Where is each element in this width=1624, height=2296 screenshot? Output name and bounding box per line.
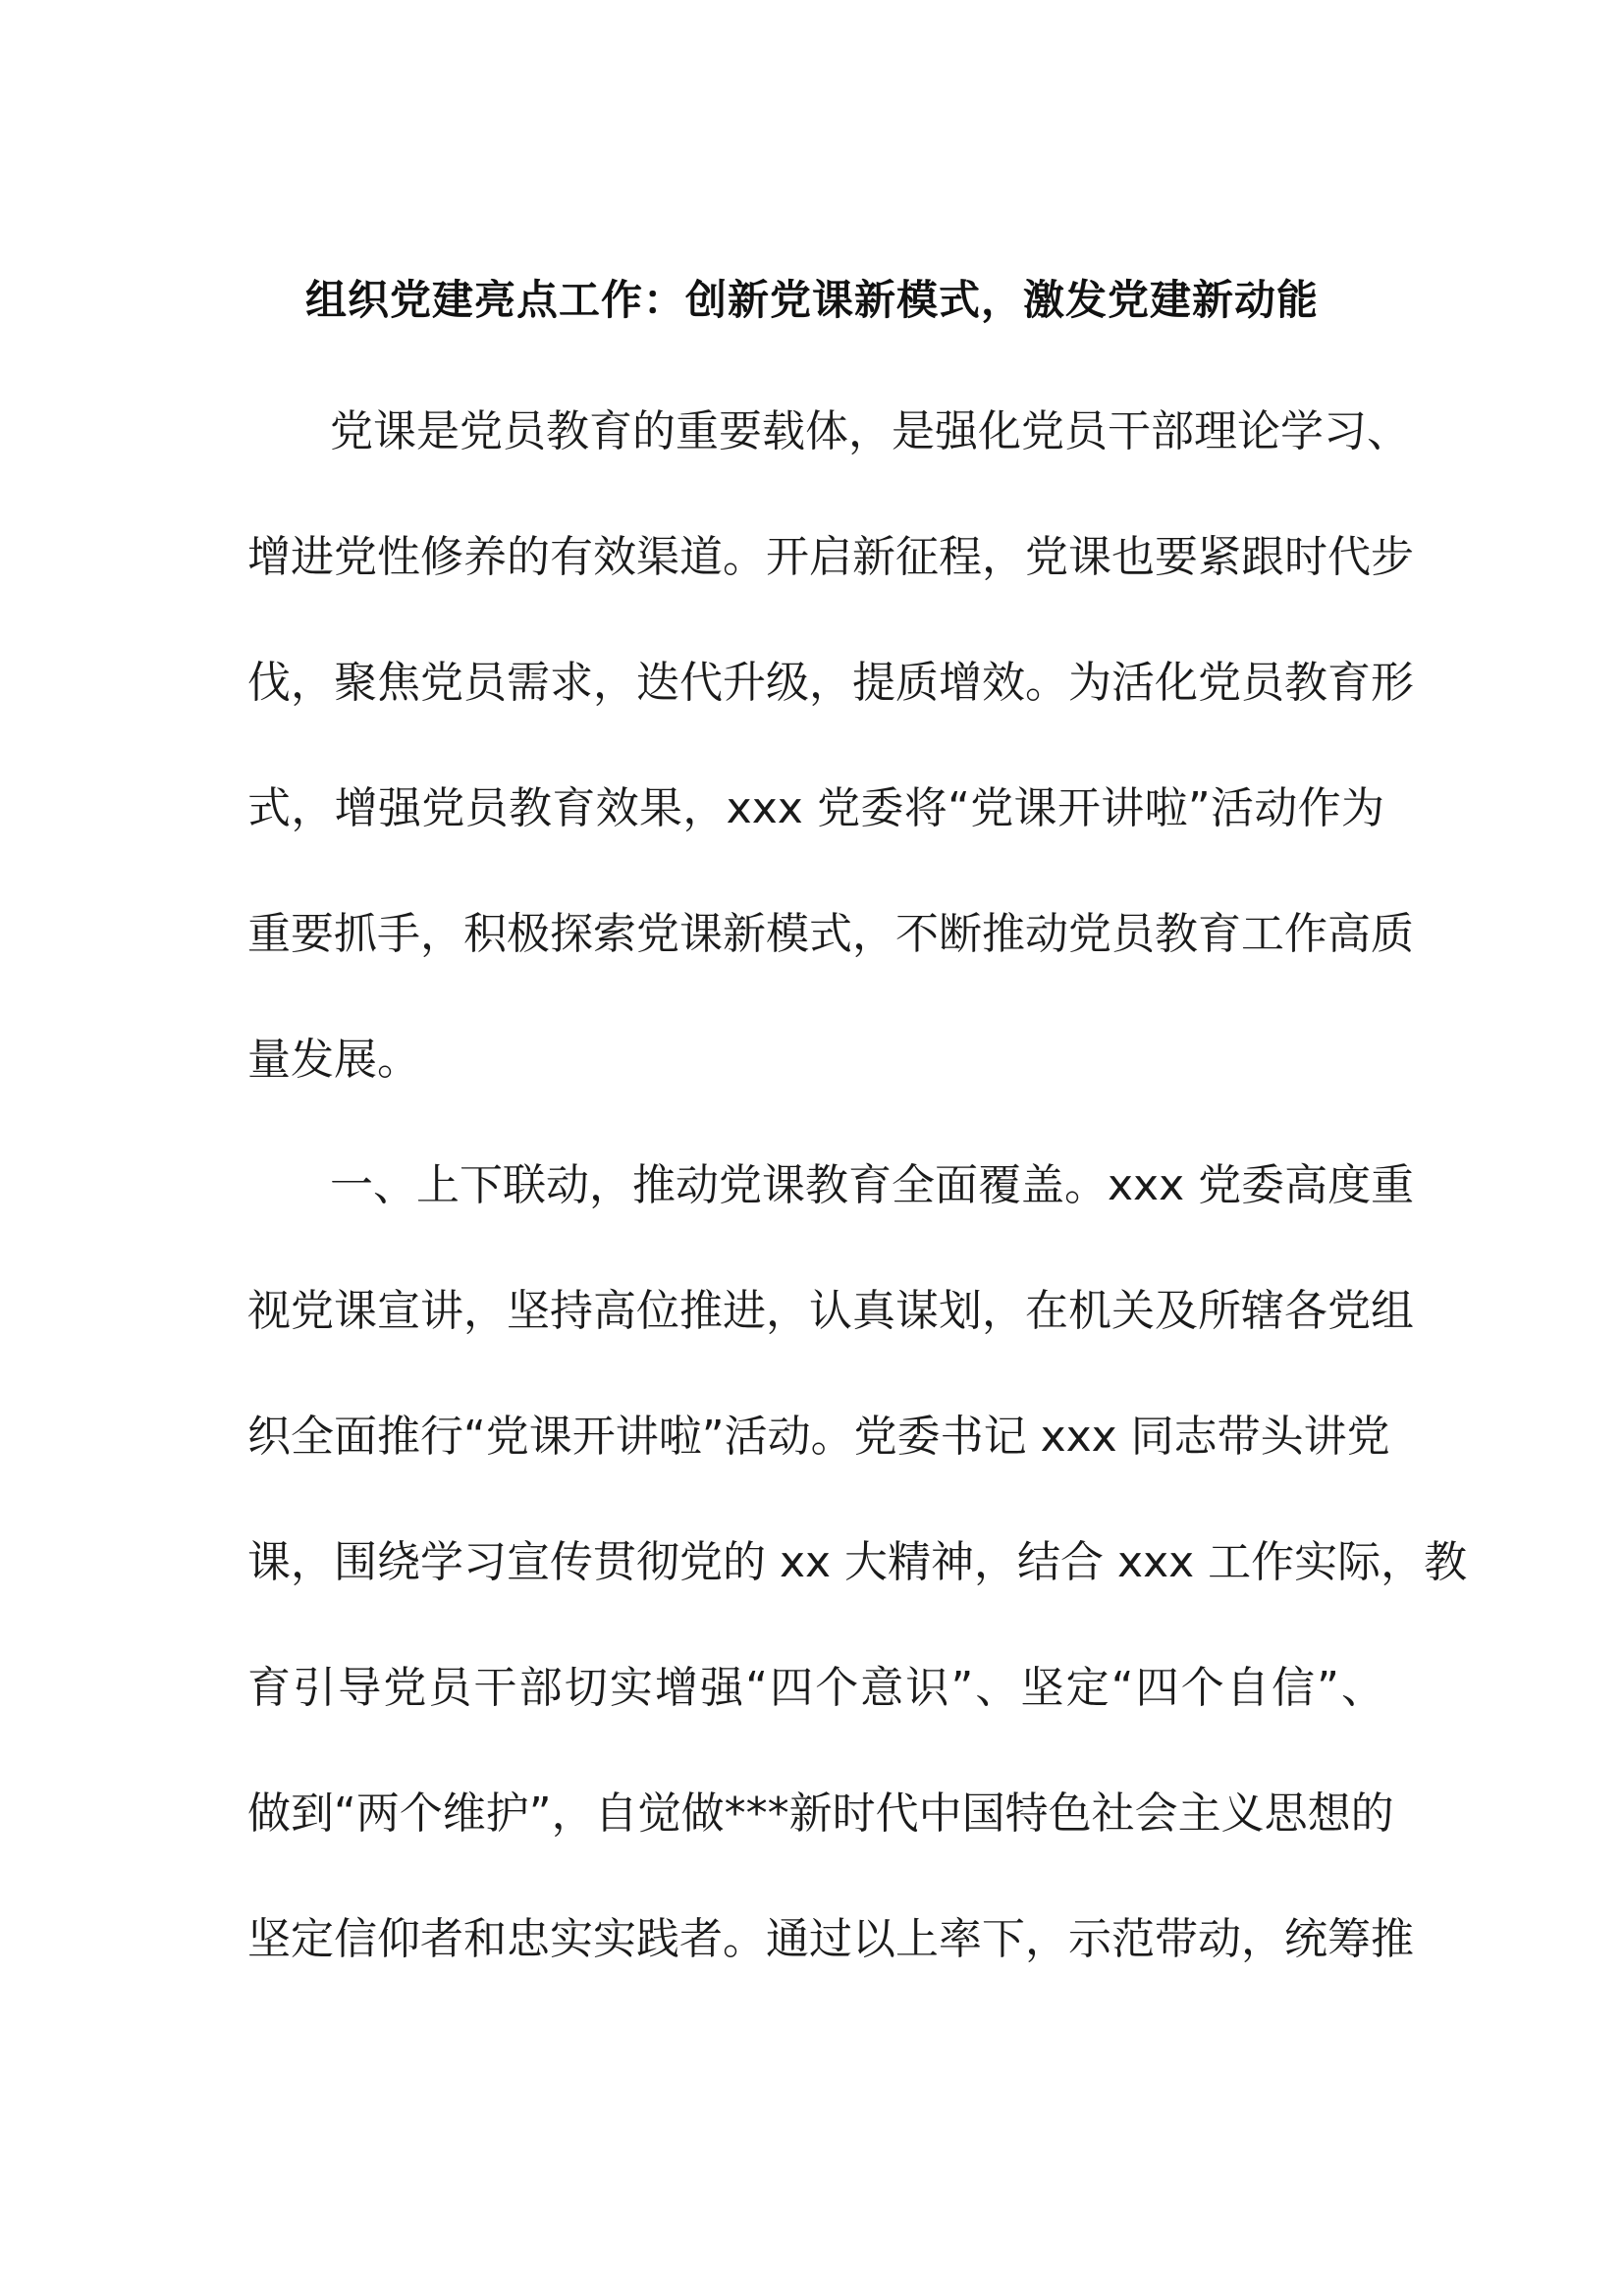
paragraph-line: 课，围绕学习宣传贯彻党的 xx 大精神，结合 xxx 工作实际，教 — [247, 1537, 1468, 1587]
paragraph-line: 重要抓手，积极探索党课新模式，不断推动党员教育工作高质 — [247, 909, 1414, 959]
paragraph-line: 做到“两个维护”，自觉做***新时代中国特色社会主义思想的 — [247, 1789, 1394, 1839]
document-title: 组织党建亮点工作：创新党课新模式，激发党建新动能 — [304, 276, 1319, 324]
paragraph-line: 坚定信仰者和忠实实践者。通过以上率下，示范带动，统筹推 — [247, 1914, 1414, 1964]
paragraph-line: 量发展。 — [247, 1035, 420, 1085]
paragraph-line: 式，增强党员教育效果，xxx 党委将“党课开讲啦”活动作为 — [247, 783, 1384, 833]
paragraph-line: 一、上下联动，推动党课教育全面覆盖。xxx 党委高度重 — [330, 1160, 1415, 1210]
paragraph-line: 织全面推行“党课开讲啦”活动。党委书记 xxx 同志带头讲党 — [247, 1412, 1390, 1462]
paragraph-line: 党课是党员教育的重要载体，是强化党员干部理论学习、 — [330, 406, 1410, 456]
paragraph-line: 育引导党员干部切实增强“四个意识”、坚定“四个自信”、 — [247, 1663, 1384, 1713]
paragraph-line: 视党课宣讲，坚持高位推进，认真谋划，在机关及所辖各党组 — [247, 1286, 1414, 1336]
paragraph-line: 伐，聚焦党员需求，迭代升级，提质增效。为活化党员教育形 — [247, 658, 1414, 708]
paragraph-line: 增进党性修养的有效渠道。开启新征程，党课也要紧跟时代步 — [247, 532, 1414, 582]
